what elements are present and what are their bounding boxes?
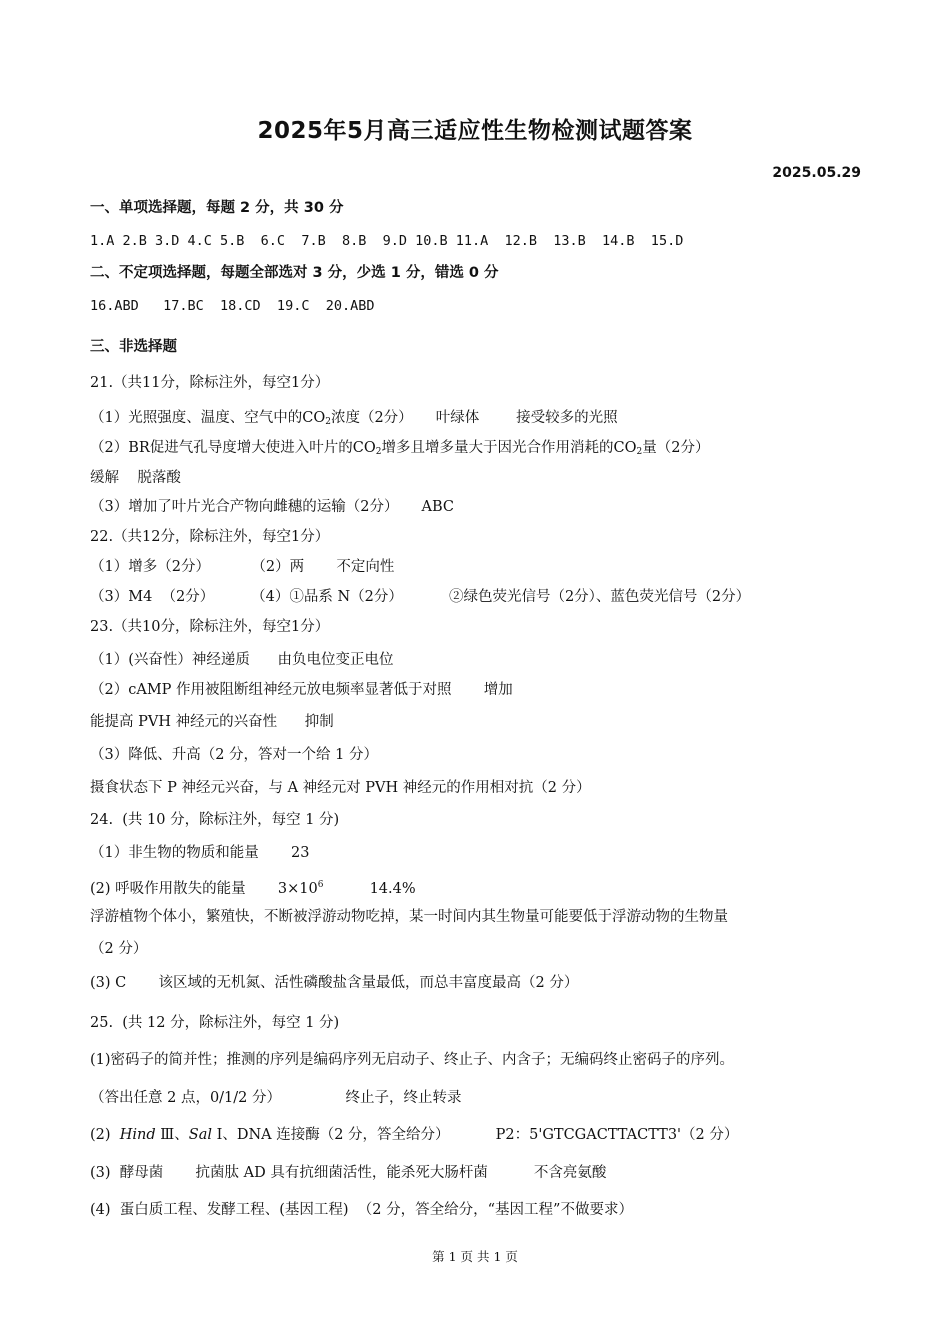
- q21-heading: 21.（共11分，除标注外，每空1分）: [90, 375, 330, 391]
- q24-line-2: (2) 呼吸作用散失的能量 $3\times 10^6$ 14.4%: [90, 880, 416, 897]
- q22-line-1: （1）增多（2分） （2）两 不定向性: [90, 559, 395, 575]
- q23-line-2: （2）cAMP 作用被阻断组神经元放电频率显著低于对照 增加: [90, 682, 513, 698]
- q21-line-1: （1）光照强度、温度、空气中的$CO_2$浓度（2分） 叶绿体 接受较多的光照: [90, 410, 618, 427]
- q23-line-3: 能提高 PVH 神经元的兴奋性 抑制: [90, 714, 334, 730]
- q25-line-3: (2) Hind Ⅲ、Sal I、DNA 连接酶（2 分，答全给分） P2：5'GTCGACTTACTT3'（2 分）: [90, 1127, 739, 1143]
- q24-line-3: 浮游植物个体小，繁殖快，不断被浮游动物吃掉，某一时间内其生物量可能要低于浮游动物的生物量: [90, 909, 728, 925]
- section-2-heading: 二、不定项选择题，每题全部选对 3 分，少选 1 分，错选 0 分: [90, 265, 499, 281]
- q22-line-2: （3）M4 （2分） （4）①品系 N（2分） ②绿色荧光信号（2分）、蓝色荧光信号（2分）: [90, 589, 751, 605]
- q25-line-1: (1)密码子的简并性；推测的序列是编码序列无启动子、终止子、内含子；无编码终止密码子的序列。: [90, 1052, 735, 1068]
- q25-heading: 25. (共 12 分，除标注外，每空 1 分): [90, 1015, 340, 1031]
- q21-line-2: （2）BR促进气孔导度增大使进入叶片的$CO_2$增多且增多量大于因光合作用消耗的$CO_2$量（2分）: [90, 440, 710, 457]
- q24-line-4: （2 分）: [90, 941, 148, 957]
- q23-line-1: （1）(兴奋性）神经递质 由负电位变正电位: [90, 652, 394, 668]
- page-footer: 第 1 页 共 1 页: [432, 1249, 518, 1264]
- q24-heading: 24. (共 10 分，除标注外，每空 1 分): [90, 812, 340, 828]
- q25-line-5: (4) 蛋白质工程、发酵工程、(基因工程) （2 分，答全给分，“基因工程”不做要求）: [90, 1202, 633, 1218]
- q25-line-2: （答出任意 2 点，0/1/2 分） 终止子，终止转录: [90, 1090, 462, 1106]
- q24-line-1: （1）非生物的物质和能量 23: [90, 845, 310, 861]
- q23-heading: 23.（共10分，除标注外，每空1分）: [90, 619, 330, 635]
- q23-line-4: （3）降低、升高（2 分，答对一个给 1 分）: [90, 747, 379, 763]
- q21-line-4: （3）增加了叶片光合产物向雌穗的运输（2分） ABC: [90, 499, 454, 515]
- q22-heading: 22.（共12分，除标注外，每空1分）: [90, 529, 330, 545]
- q21-line-3: 缓解 脱落酸: [90, 470, 181, 486]
- exam-date: 2025.05.29: [772, 165, 861, 181]
- page-title: 2025年5月高三适应性生物检测试题答案: [257, 118, 693, 144]
- q24-line-5: (3) C 该区域的无机氮、活性磷酸盐含量最低，而总丰富度最高（2 分）: [90, 975, 579, 991]
- section-1-heading: 一、单项选择题，每题 2 分，共 30 分: [90, 200, 344, 216]
- q25-line-4: (3) 酵母菌 抗菌肽 AD 具有抗细菌活性，能杀死大肠杆菌 不含亮氨酸: [90, 1165, 607, 1181]
- section-1-answers: 1.A 2.B 3.D 4.C 5.B 6.C 7.B 8.B 9.D 10.B 11.A 12.B 13.B 14.B 15.D: [90, 233, 684, 249]
- section-2-answers: 16.ABD 17.BC 18.CD 19.C 20.ABD: [90, 298, 375, 314]
- section-3-heading: 三、非选择题: [90, 339, 177, 355]
- q23-line-5: 摄食状态下 P 神经元兴奋，与 A 神经元对 PVH 神经元的作用相对抗（2 分）: [90, 780, 591, 796]
